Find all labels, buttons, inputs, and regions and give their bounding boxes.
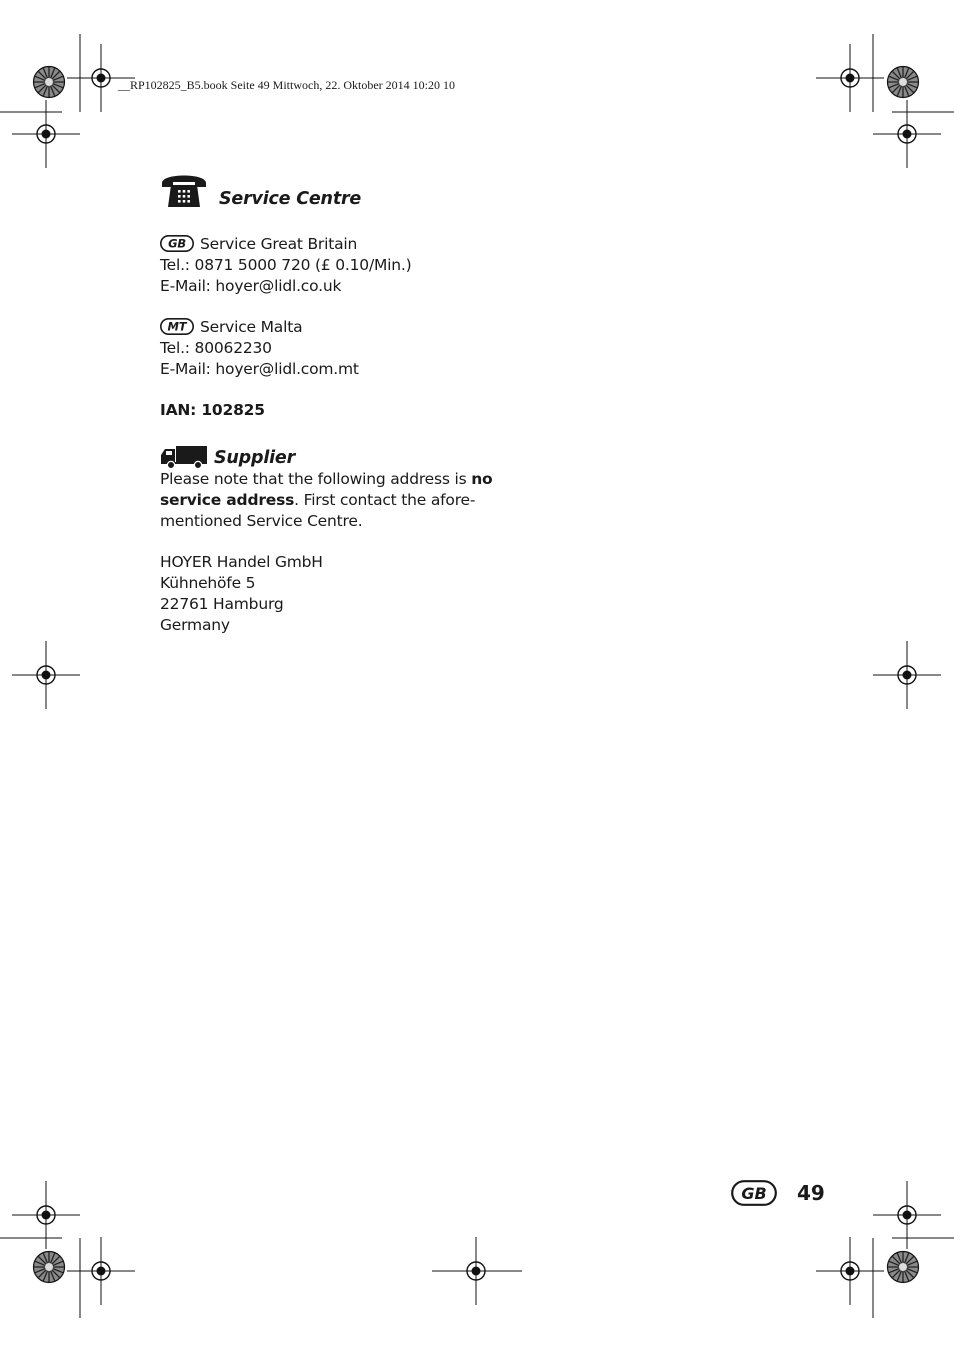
mt-badge-text: MT [167, 319, 187, 334]
service-gb-email: E-Mail: hoyer@lidl.co.uk [160, 276, 342, 295]
supplier-note-emphasis: no [471, 470, 493, 489]
service-mt-line [160, 317, 490, 338]
ian-number: IAN: 102825 [160, 401, 265, 420]
supplier-note-line-2 [160, 490, 490, 511]
address-street: Kühnehöfe 5 [160, 574, 256, 593]
footer-language-text: GB [741, 1184, 767, 1203]
page-footer [731, 1180, 825, 1206]
gb-country-badge [160, 235, 194, 252]
service-mt-name: Service Malta [200, 318, 303, 337]
mt-country-badge [160, 318, 194, 335]
gb-language-badge [731, 1180, 777, 1206]
spacer [160, 210, 490, 234]
supplier-note-line-1 [160, 469, 493, 490]
address-country: Germany [160, 615, 230, 634]
supplier-title: Supplier [214, 448, 296, 469]
supplier-note-text: . First contact the afore- [294, 490, 476, 509]
truck-icon [160, 445, 208, 469]
page-number: 49 [797, 1181, 825, 1205]
service-gb-tel: Tel.: 0871 5000 720 (£ 0.10/Min.) [160, 255, 412, 274]
service-gb-name: Service Great Britain [200, 235, 358, 253]
service-centre-heading [160, 170, 490, 210]
telephone-icon [160, 170, 208, 210]
spacer [160, 421, 490, 445]
supplier-heading [160, 445, 490, 469]
address-company: HOYER Handel GmbH [160, 553, 323, 572]
address-city: 22761 Hamburg [160, 594, 284, 613]
supplier-note-emphasis: service address [160, 490, 295, 509]
service-content [160, 170, 493, 636]
service-gb-line [160, 234, 490, 255]
spacer [160, 380, 490, 401]
gb-badge-text: GB [168, 236, 186, 251]
spacer [160, 296, 490, 317]
spacer [160, 532, 490, 553]
print-header-info: __RP102825_B5.book Seite 49 Mittwoch, 22. Oktober 2014 10:20 10 [118, 78, 455, 92]
supplier-note-text: Please note that the following address is [160, 470, 472, 489]
service-centre-title: Service Centre [219, 189, 362, 210]
service-mt-email: E-Mail: hoyer@lidl.com.mt [160, 359, 359, 378]
supplier-note-line-3: mentioned Service Centre. [160, 511, 363, 530]
service-mt-tel: Tel.: 80062230 [160, 338, 272, 357]
